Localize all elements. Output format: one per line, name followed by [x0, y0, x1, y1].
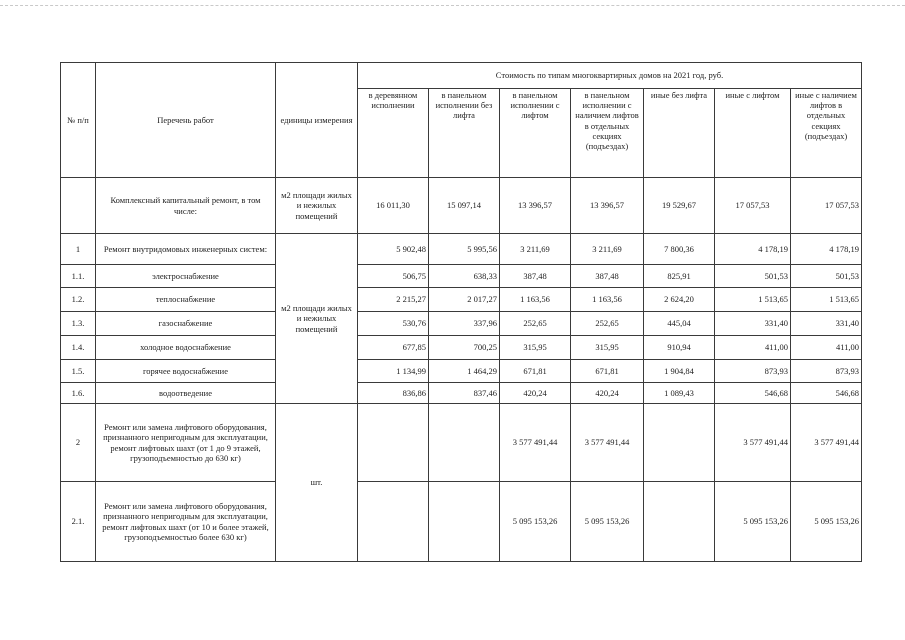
- row-name: водоотведение: [96, 383, 276, 404]
- row-num: 2: [61, 404, 96, 482]
- row-value: 5 095 153,26: [500, 482, 571, 562]
- header-type: в панельном исполнении с наличием лифтов в отдельных секциях (подъездах): [571, 89, 644, 178]
- header-type: иные без лифта: [644, 89, 715, 178]
- row-num: 1.1.: [61, 265, 96, 288]
- row-value: 4 178,19: [791, 234, 862, 265]
- row-value: 3 577 491,44: [500, 404, 571, 482]
- row-value: 671,81: [500, 360, 571, 383]
- row-unit: шт.: [276, 404, 358, 562]
- row-value: 677,85: [358, 336, 429, 360]
- row-value: 387,48: [500, 265, 571, 288]
- row-num: 1.6.: [61, 383, 96, 404]
- row-value: 13 396,57: [571, 178, 644, 234]
- header-type: в деревянном исполнении: [358, 89, 429, 178]
- row-value: [429, 404, 500, 482]
- header-works: Перечень работ: [96, 63, 276, 178]
- row-value: 546,68: [715, 383, 791, 404]
- row-name: горячее водоснабжение: [96, 360, 276, 383]
- row-value: 700,25: [429, 336, 500, 360]
- table-row: [61, 336, 862, 360]
- row-name: теплоснабжение: [96, 288, 276, 312]
- row-value: 837,46: [429, 383, 500, 404]
- row-value: 501,53: [715, 265, 791, 288]
- row-num: 1.2.: [61, 288, 96, 312]
- table-row: [61, 234, 862, 265]
- row-name: холодное водоснабжение: [96, 336, 276, 360]
- row-value: 1 904,84: [644, 360, 715, 383]
- header-type: иные с наличием лифтов в отдельных секциях (подъездах): [791, 89, 862, 178]
- row-name: газоснабжение: [96, 312, 276, 336]
- row-value: 387,48: [571, 265, 644, 288]
- row-name: Комплексный капитальный ремонт, в том числе:: [96, 178, 276, 234]
- row-value: 2 215,27: [358, 288, 429, 312]
- row-value: 5 995,56: [429, 234, 500, 265]
- header-row-1: [61, 63, 862, 89]
- row-value: 252,65: [500, 312, 571, 336]
- table-row: [61, 288, 862, 312]
- row-value: 337,96: [429, 312, 500, 336]
- row-value: 1 134,99: [358, 360, 429, 383]
- row-value: 506,75: [358, 265, 429, 288]
- row-value: 19 529,67: [644, 178, 715, 234]
- row-num: 1.5.: [61, 360, 96, 383]
- row-value: 1 163,56: [500, 288, 571, 312]
- row-value: [644, 404, 715, 482]
- row-value: 4 178,19: [715, 234, 791, 265]
- row-value: 1 163,56: [571, 288, 644, 312]
- row-value: 1 513,65: [715, 288, 791, 312]
- row-value: 3 577 491,44: [791, 404, 862, 482]
- row-value: 825,91: [644, 265, 715, 288]
- header-num: № п/п: [61, 63, 96, 178]
- row-unit: м2 площади жилых и нежилых помещений: [276, 178, 358, 234]
- row-value: 910,94: [644, 336, 715, 360]
- row-value: 3 211,69: [571, 234, 644, 265]
- row-value: 2 624,20: [644, 288, 715, 312]
- row-value: 5 095 153,26: [715, 482, 791, 562]
- row-value: 501,53: [791, 265, 862, 288]
- row-value: 16 011,30: [358, 178, 429, 234]
- table-row: [61, 482, 862, 562]
- row-value: 5 095 153,26: [571, 482, 644, 562]
- row-value: [358, 404, 429, 482]
- row-value: [429, 482, 500, 562]
- row-value: 873,93: [715, 360, 791, 383]
- row-name: Ремонт внутридомовых инженерных систем:: [96, 234, 276, 265]
- row-name: электроснабжение: [96, 265, 276, 288]
- row-value: 331,40: [791, 312, 862, 336]
- row-value: 331,40: [715, 312, 791, 336]
- row-value: 530,76: [358, 312, 429, 336]
- row-num: 1.3.: [61, 312, 96, 336]
- row-value: 420,24: [500, 383, 571, 404]
- header-units: единицы измерения: [276, 63, 358, 178]
- row-num: [61, 178, 96, 234]
- row-value: 1 089,43: [644, 383, 715, 404]
- row-value: 315,95: [500, 336, 571, 360]
- header-type: в панельном исполнении с лифтом: [500, 89, 571, 178]
- table-row: [61, 312, 862, 336]
- row-value: 671,81: [571, 360, 644, 383]
- table-row: [61, 265, 862, 288]
- row-value: 445,04: [644, 312, 715, 336]
- row-value: 17 057,53: [791, 178, 862, 234]
- table-row: [61, 360, 862, 383]
- row-value: 5 095 153,26: [791, 482, 862, 562]
- table-row: [61, 404, 862, 482]
- cost-table: [60, 62, 862, 562]
- row-num: 1: [61, 234, 96, 265]
- row-value: 420,24: [571, 383, 644, 404]
- row-value: [358, 482, 429, 562]
- row-value: 3 211,69: [500, 234, 571, 265]
- page-top-border: [0, 5, 905, 6]
- row-unit: м2 площади жилых и нежилых помещений: [276, 234, 358, 404]
- row-value: 15 097,14: [429, 178, 500, 234]
- row-value: 13 396,57: [500, 178, 571, 234]
- row-value: 315,95: [571, 336, 644, 360]
- header-type: в панельном исполнении без лифта: [429, 89, 500, 178]
- header-type: иные с лифтом: [715, 89, 791, 178]
- row-value: 2 017,27: [429, 288, 500, 312]
- row-value: 3 577 491,44: [571, 404, 644, 482]
- row-value: 836,86: [358, 383, 429, 404]
- row-value: 546,68: [791, 383, 862, 404]
- row-value: 1 513,65: [791, 288, 862, 312]
- table-row: [61, 383, 862, 404]
- row-value: [644, 482, 715, 562]
- row-value: 411,00: [715, 336, 791, 360]
- row-value: 5 902,48: [358, 234, 429, 265]
- row-num: 1.4.: [61, 336, 96, 360]
- row-value: 3 577 491,44: [715, 404, 791, 482]
- row-value: 638,33: [429, 265, 500, 288]
- row-value: 7 800,36: [644, 234, 715, 265]
- row-num: 2.1.: [61, 482, 96, 562]
- row-name: Ремонт или замена лифтового оборудования, признанного непригодным для эксплуатации, ремонт лифтовых шахт (от 10 и более этажей, грузоподъемностью более 630 кг): [96, 482, 276, 562]
- row-value: 252,65: [571, 312, 644, 336]
- row-value: 411,00: [791, 336, 862, 360]
- row-value: 17 057,53: [715, 178, 791, 234]
- header-cost-group: Стоимость по типам многоквартирных домов на 2021 год, руб.: [358, 63, 862, 89]
- row-value: 873,93: [791, 360, 862, 383]
- row-value: 1 464,29: [429, 360, 500, 383]
- table-row: [61, 178, 862, 234]
- row-name: Ремонт или замена лифтового оборудования, признанного непригодным для эксплуатации, ремонт лифтовых шахт (от 1 до 9 этажей, грузоподъемностью до 630 кг): [96, 404, 276, 482]
